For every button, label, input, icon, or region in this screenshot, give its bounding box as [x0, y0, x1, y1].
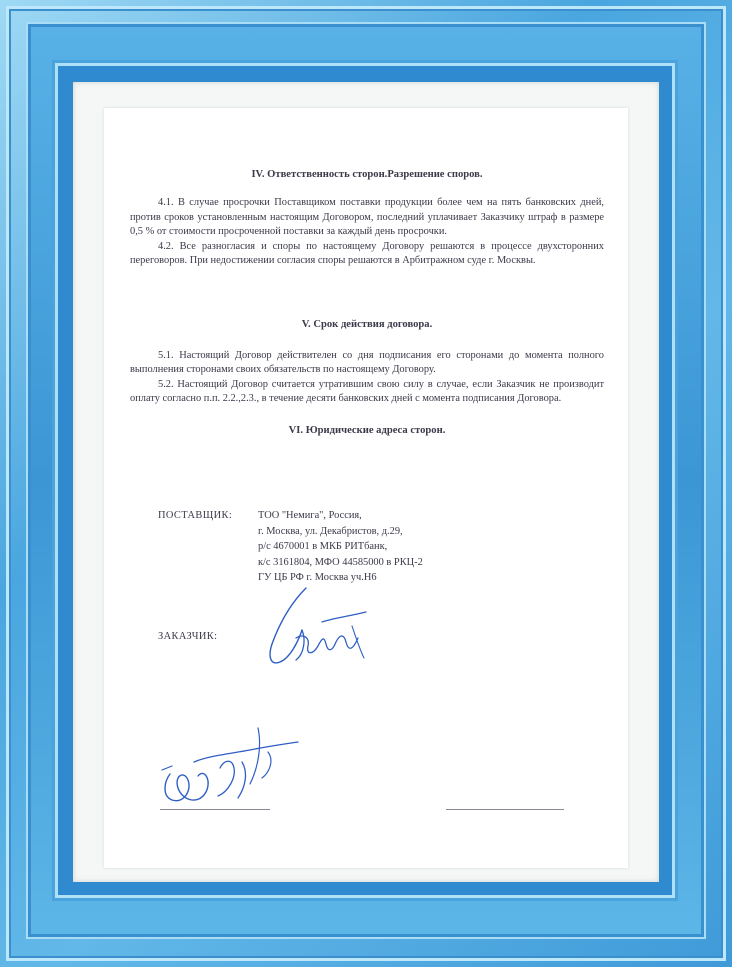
signature-line-right	[446, 809, 564, 810]
clause-5-2: 5.2. Настоящий Договор считается утратившим свою силу в случае, если Заказчик не производит оплату согласно п.п. 2.2.,2.3., в течение десяти банковских дней с момента подписания Договора.	[130, 378, 604, 405]
contract-text	[130, 120, 604, 439]
clause-4-2: 4.2. Все разногласия и споры по настоящему Договору решаются в процессе двухсторонних переговоров. При недостижении согласия споры решаются в Арбитражном суде г. Москвы.	[130, 240, 604, 267]
supplier-label: ПОСТАВЩИК:	[158, 510, 233, 521]
supplier-address-line: ТОО "Немига", Россия,	[258, 510, 362, 521]
signature-line-left	[160, 809, 270, 810]
supplier-address-line: к/с 3161804, МФО 44585000 в РКЦ-2	[258, 556, 423, 568]
clause-4-1: 4.1. В случае просрочки Поставщиком поставки продукции более чем на пять банковских дней, против сроков установленным настоящим Договором, последний уплачивает Заказчику штраф в размере 0,5 % от стоимости просроченной поставки за каждый день просрочки.	[130, 197, 604, 238]
section-6-heading: VI. Юридические адреса сторон.	[288, 425, 446, 437]
supplier-signature	[158, 722, 308, 817]
section-5-heading: V. Срок действия договора.	[301, 319, 433, 331]
section-4-heading: IV. Ответственность сторон.Разрешение споров.	[251, 169, 483, 180]
customer-signature	[262, 582, 372, 672]
supplier-address	[258, 508, 423, 586]
supplier-address-line: ГУ ЦБ РФ г. Москва уч.Н6	[258, 572, 377, 584]
supplier-address-line: г. Москва, ул. Декабристов, д.29,	[258, 525, 403, 537]
customer-label: ЗАКАЗЧИК:	[158, 631, 218, 642]
supplier-address-line: р/с 4670001 в МКБ РИТбанк,	[258, 541, 388, 553]
clause-5-1: 5.1. Настоящий Договор действителен со дня подписания его сторонами до момента полного выполнения сторонами своих обязательств по настоящему Договору.	[130, 349, 604, 376]
